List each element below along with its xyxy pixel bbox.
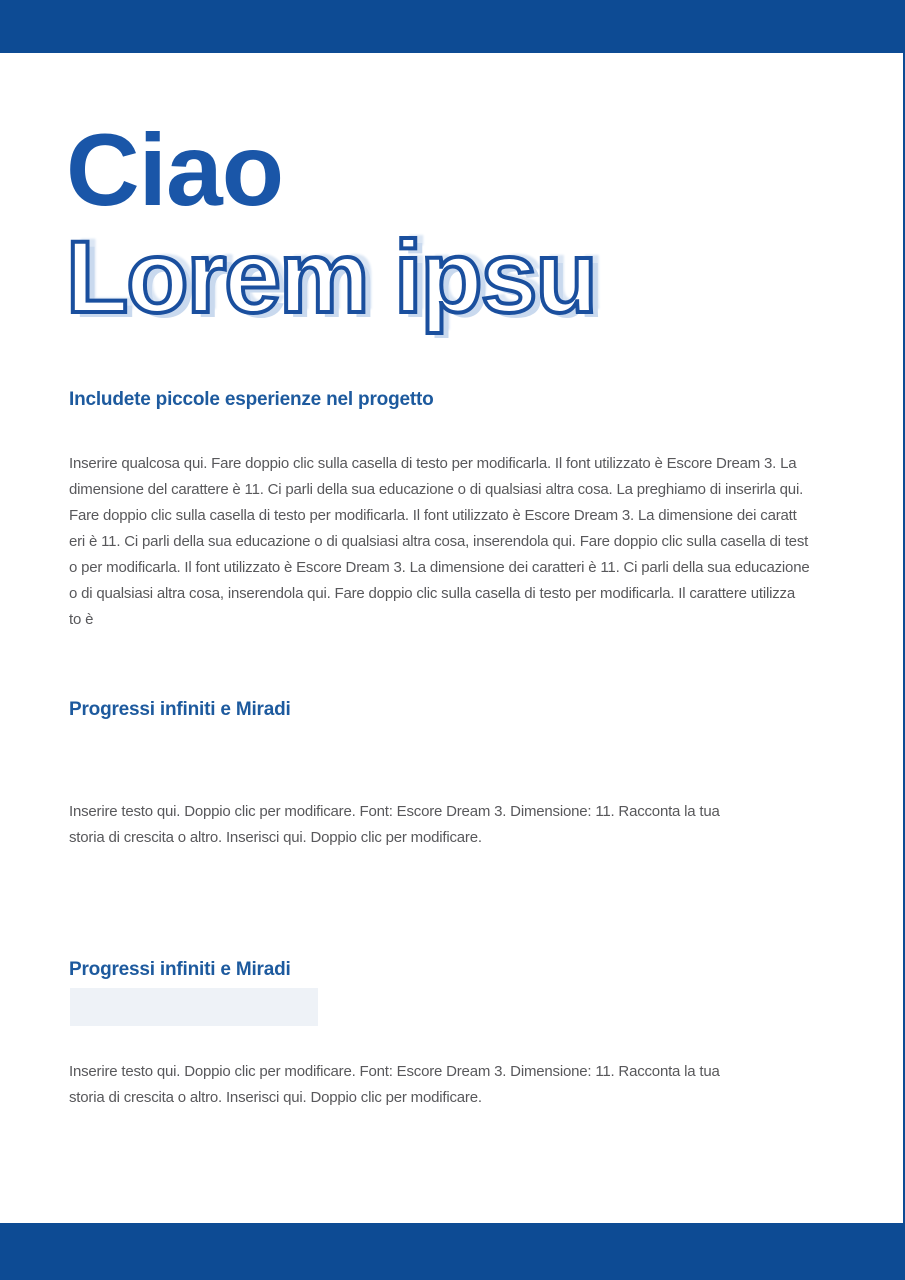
paragraph-line: Inserire testo qui. Doppio clic per modificare. Font: Escore Dream 3. Dimensione: 11. Racconta la tua [69,803,720,820]
hero-subtitle-outline: Lorem ipsu [66,220,596,334]
paragraph-line: eri è 11. Ci parli della sua educazione o di qualsiasi altra cosa, inserendola qui. Fare doppio clic sulla casella di test [69,533,809,550]
section-heading-progressi-2: Progressi infiniti e Miradi [69,959,291,980]
paragraph-line: dimensione del carattere è 11. Ci parli della sua educazione o di qualsiasi altra cosa. La preghiamo di inserirla qui. [69,481,804,498]
bottom-accent-bar [0,1223,905,1280]
empty-text-placeholder [70,988,318,1026]
paragraph-line: Inserire qualcosa qui. Fare doppio clic sulla casella di testo per modificarla. Il font utilizzato è Escore Dream 3. La [69,455,797,472]
paragraph-progressi-2 [69,1059,720,1111]
paragraph-line: Fare doppio clic sulla casella di testo per modificarla. Il font utilizzato è Escore Dream 3. La dimensione dei caratt [69,507,797,524]
paragraph-line: storia di crescita o altro. Inserisci qui. Doppio clic per modificare. [69,1089,482,1106]
paragraph-line: Inserire testo qui. Doppio clic per modificare. Font: Escore Dream 3. Dimensione: 11. Racconta la tua [69,1063,720,1080]
section-heading-progressi-1: Progressi infiniti e Miradi [69,699,291,720]
paragraph-line: storia di crescita o altro. Inserisci qui. Doppio clic per modificare. [69,829,482,846]
hero-title: Ciao [66,113,284,227]
section-heading-esperienze: Includete piccole esperienze nel progetto [69,389,434,410]
paragraph-line: to è [69,611,94,628]
top-accent-bar [0,0,905,53]
paragraph-progressi-1 [69,799,720,851]
paragraph-esperienze [69,451,809,633]
paragraph-line: o per modificarla. Il font utilizzato è Escore Dream 3. La dimensione dei caratteri è 11. Ci parli della sua educazione [69,559,810,576]
paragraph-line: o di qualsiasi altra cosa, inserendola qui. Fare doppio clic sulla casella di testo per modificarla. Il carattere utilizza [69,585,795,602]
